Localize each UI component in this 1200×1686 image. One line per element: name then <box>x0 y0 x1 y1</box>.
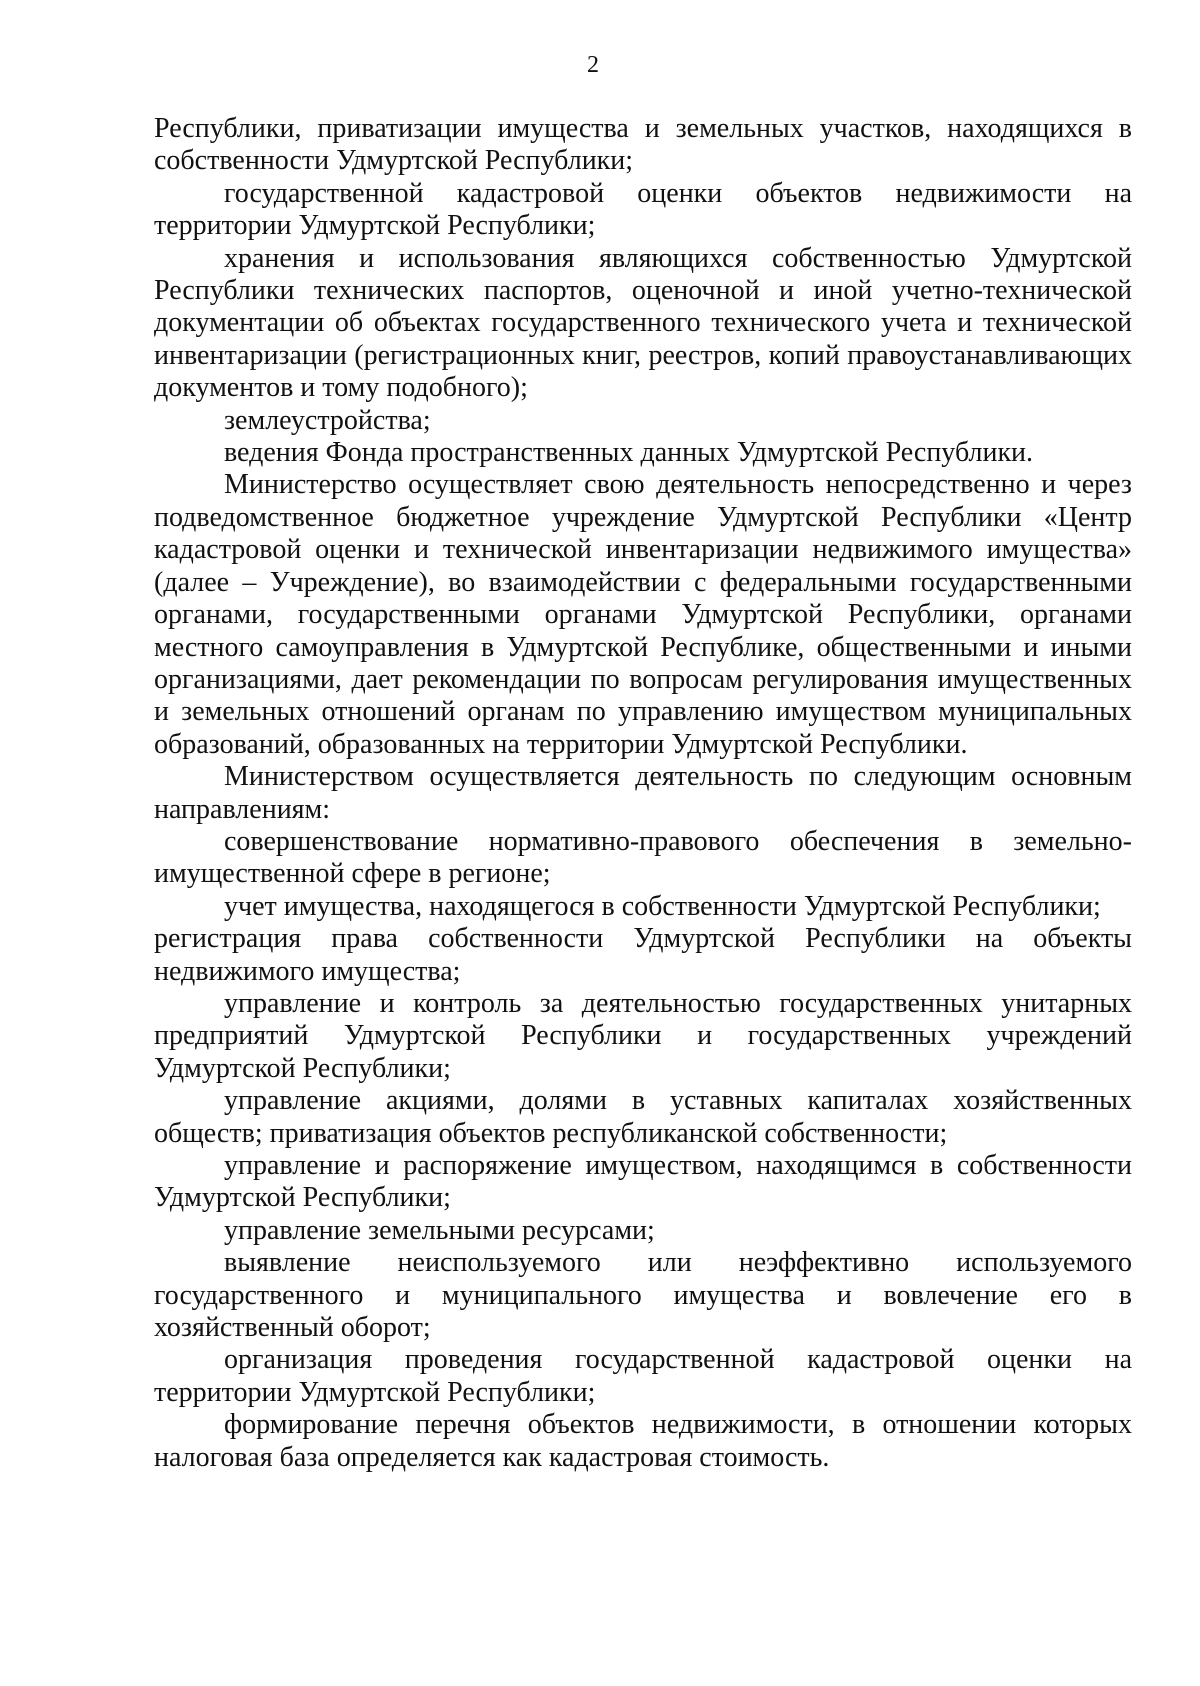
paragraph: хранения и использования являющихся собственностью Удмуртской Республики технических паспортов, оценочной и иной учетно-технической документации об объектах государственного технического учета и технической инвентаризации (регистрационных книг, реестров, копий правоустанавливающих документов и тому подобного); <box>154 242 1132 404</box>
paragraph: управление акциями, долями в уставных капиталах хозяйственных обществ; приватизация объектов республиканской собственности; <box>154 1085 1132 1149</box>
paragraph: Министерство осуществляет свою деятельность непосредственно и через подведомственное бюджетное учреждение Удмуртской Республики «Центр кадастровой оценки и технической инвентаризации недвижимого имущества» (далее – Учреждение), во взаимодействии с федеральными государственными органами, государственными органами Удмуртской Республики, органами местного самоуправления в Удмуртской Республике, общественными и иными организациями, дает рекомендации по вопросам регулирования имущественных и земельных отношений органам по управлению имуществом муниципальных образований, образованных на территории Удмуртской Республики. <box>154 469 1132 760</box>
paragraph: регистрация права собственности Удмуртской Республики на объекты недвижимого имущества; <box>154 923 1132 987</box>
page-number: 2 <box>587 52 599 78</box>
paragraph: государственной кадастровой оценки объектов недвижимости на территории Удмуртской Республики; <box>154 177 1132 242</box>
paragraph: организация проведения государственной кадастровой оценки на территории Удмуртской Республики; <box>154 1344 1132 1408</box>
paragraph: землеустройства; <box>224 404 431 436</box>
paragraph: ведения Фонда пространственных данных Удмуртской Республики. <box>224 437 1034 469</box>
paragraph: Министерством осуществляется деятельность по следующим основным направлениям: <box>154 761 1132 825</box>
paragraph: выявление неиспользуемого или неэффективно используемого государственного и муниципального имущества и вовлечение его в хозяйственный оборот; <box>154 1247 1132 1344</box>
paragraph: формирование перечня объектов недвижимости, в отношении которых налоговая база определяется как кадастровая стоимость. <box>154 1409 1132 1473</box>
paragraph: учет имущества, находящегося в собственности Удмуртской Республики; <box>224 890 1101 922</box>
paragraph: управление и распоряжение имуществом, находящимся в собственности Удмуртской Республики; <box>154 1150 1132 1214</box>
paragraph: управление земельными ресурсами; <box>224 1214 655 1246</box>
paragraph: совершенствование нормативно-правового обеспечения в земельно-имущественной сфере в регионе; <box>154 825 1132 890</box>
paragraph: Республики, приватизации имущества и земельных участков, находящихся в собственности Удмуртской Республики; <box>154 113 1132 177</box>
paragraph: управление и контроль за деятельностью государственных унитарных предприятий Удмуртской Республики и государственных учреждений Удмуртской Республики; <box>154 987 1132 1084</box>
document-body <box>154 113 1132 1474</box>
